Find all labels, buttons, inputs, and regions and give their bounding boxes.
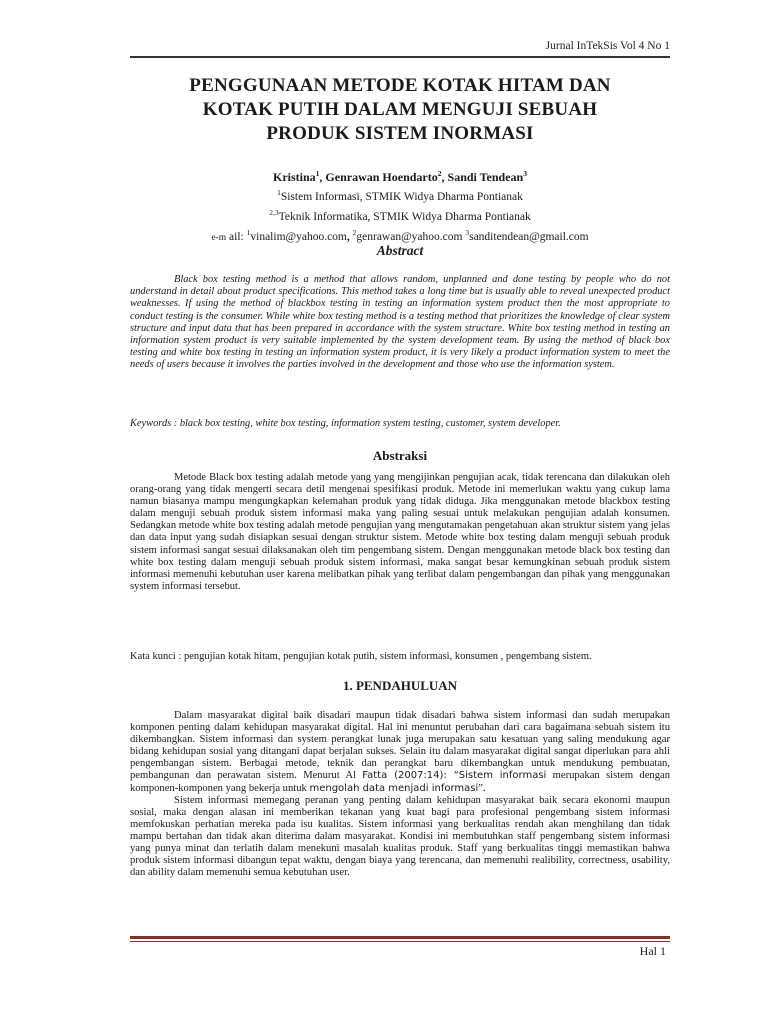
author-2-sup: 2: [437, 169, 442, 178]
email-label: ail:: [226, 230, 247, 243]
body-paragraph-2: Sistem informasi memegang peranan yang penting dalam kehidupan masyarakat baik secara ekonomi maupun sosial, maka dengan alasan ini memberikan tekanan yang kuat bagi para profesional pengembang sistem informasi memfokuskan perhatian mereka pada isu kualitas. Sistem informasi yang berkualitas rendah akan menghilang dan tidak mampu bertahan dan tidak akan diterima dalam masyarakat. Kondisi ini membutuhkan staff pengembang sistem informasi yang punya minat dan terlatih dalam menekuni masalah kualitas produk. Staff yang berkualitas tinggi memastikan bahwa produk sistem informasi dibangun tepat waktu, dengan biaya yang terencana, dan memenuhi realibility, correctness, usability, dan ability dalam memenuhi semua kebutuhan user.: [130, 794, 670, 879]
page-number: Hal 1: [639, 944, 666, 958]
email-1[interactable]: vinalim@yahoo.com: [250, 230, 347, 243]
email-3[interactable]: sanditendean@gmail.com: [469, 230, 589, 243]
email-prefix: e-m: [211, 232, 227, 243]
email-2-sup: 2: [352, 227, 357, 237]
paragraph-1-part-e: ”.: [478, 782, 486, 794]
affiliation-2-sup: 2,3: [269, 207, 279, 217]
section-heading-pendahuluan: 1. PENDAHULUAN: [342, 678, 458, 693]
paragraph-1-quote-end: mengolah data menjadi informasi: [309, 782, 479, 794]
author-3: Sandi Tendean: [447, 170, 524, 184]
author-3-sup: 3: [523, 169, 527, 178]
author-names: Kristina$^1$, Genrawan Hoendarto$^2$, Sandi Tendean$^3$: [273, 169, 527, 184]
abstract-heading: Abstract: [376, 243, 424, 258]
affiliation-2-text: Teknik Informatika, STMIK Widya Dharma Pontianak: [278, 210, 531, 223]
affiliation-1: [130, 185, 670, 205]
footer-rule-thick: [130, 936, 670, 939]
affiliation-1-text: Sistem Informasi, STMIK Widya Dharma Pontianak: [280, 190, 523, 203]
abstract-text: Black box testing method is a method that allows random, unplanned and done testing by people who do not understand in detail about product specifications. This method takes a long time but is usually able to reveal unexpected product weaknesses. If using the method of blackbox testing in testing an information system product then the most appropriate to conduct testing is the consumer. While white box testing method is a testing method that prioritizes the knowledge of clear system structure and input data that has been prepared in accordance with the system structure. White box testing method in testing an information system product is very suitable implemented by the system development team. By using the method of black box testing and white box testing in testing an information system product, it is very likely a product information system to meet the needs of users because it involves the parties involved in the development and those who use the information system.: [130, 274, 670, 371]
header-rule: [130, 56, 670, 58]
email-1-sup: 1: [246, 227, 251, 237]
section-body: [130, 710, 670, 879]
journal-header: Jurnal InTekSis Vol 4 No 1: [545, 40, 670, 52]
affiliation-1-sup: 1: [277, 188, 281, 197]
author-1-sup: 1: [315, 169, 320, 178]
body-paragraph-1: [130, 710, 670, 795]
email-2[interactable]: genrawan@yahoo.com: [356, 230, 463, 243]
abstraksi-heading: Abstraksi: [372, 448, 428, 463]
paragraph-1-part-a: Dalam masyarakat digital baik disadari maupun tidak disadari bahwa sistem informasi dan sudah merupakan komponen penting dalam kehidupan masyarakat digital. Hal ini menuntut perubahan dari cara bagaimana sebuah sistem itu dikembangkan. Sistem informasi dan system perangkat lunak juga merupakan satu kesatuan yang saling mendukung agar bidang kehidupan sosial yang ditangani dapat berjalan sukses. Selain itu dalam masyarakat digital sangat diperlukan para ahli pengembangan sistem. Berbagai metode, teknik dan perangkat baru dikembangkan untuk mendukung pembuatan, pembangunan dan perawatan sistem. Menurut Al: [130, 710, 670, 782]
author-1: Kristina: [273, 170, 316, 184]
author-block: [130, 166, 670, 245]
footer-rule-thin: [130, 941, 670, 942]
paragraph-1-part-c: merupakan sistem dengan komponen-komponen yang bekerja untuk: [130, 770, 670, 794]
abstraksi-text: Metode Black box testing adalah metode yang yang mengijinkan pengujian acak, tidak terencana dan dilakukan oleh orang-orang yang tidak mengerti secara detil mengenai spesifikasi produk. Metode ini memerlukan waktu yang cukup lama namun biasanya mampu mengungkapkan kelemahan produk yang tidak diduga. Jika menggunakan metode blackbox testing dalam menguji sebuah produk sistem informasi maka yang paling sesuai untuk melakukan pengujian adalah konsumen. Sedangkan metode white box testing adalah metode pengujian yang mengutamakan pengetahuan akan struktur sistem yang jelas dan data input yang sudah disiapkan sesuai dengan struktur sistem. Metode white box testing dalam menguji sebuah produk sistem informasi sangat sesuai dilaksanakan oleh tim pengembang sistem. Dengan menggunakan metode black box testing dan white box testing dalam menguji sebuah produk sistem informasi, maka sangat besar kemungkinan sebuah produk sistem informasi memenuhi kebutuhan user karena melibatkan pihak yang terlibat dalam pengembangan dan pihak yang menggunakan system informasi tersebut.: [130, 472, 670, 592]
title-line-1: PENGGUNAAN METODE KOTAK HITAM DAN: [189, 75, 611, 96]
author-emails: e-m ail: $^1$vinalim@yahoo.com, $^2$genrawan@yahoo.com $^3$sanditendean@gmail.com: [211, 227, 589, 243]
paper-title: [130, 74, 670, 146]
title-line-3: PRODUK SISTEM INORMASI: [266, 123, 534, 144]
author-2: Genrawan Hoendarto: [325, 170, 438, 184]
email-3-sup: 3: [465, 227, 470, 237]
title-line-2: KOTAK PUTIH DALAM MENGUJI SEBUAH: [202, 99, 598, 120]
affiliation-2: [130, 205, 670, 225]
paragraph-1-quote-start: Fatta (2007:14): “Sistem informasi: [362, 770, 547, 782]
abstraksi-keywords: Kata kunci : pengujian kotak hitam, pengujian kotak putih, sistem informasi, konsumen , pengembang sistem.: [130, 651, 592, 662]
abstract-keywords: Keywords : black box testing, white box testing, information system testing, customer, system developer.: [130, 418, 561, 429]
